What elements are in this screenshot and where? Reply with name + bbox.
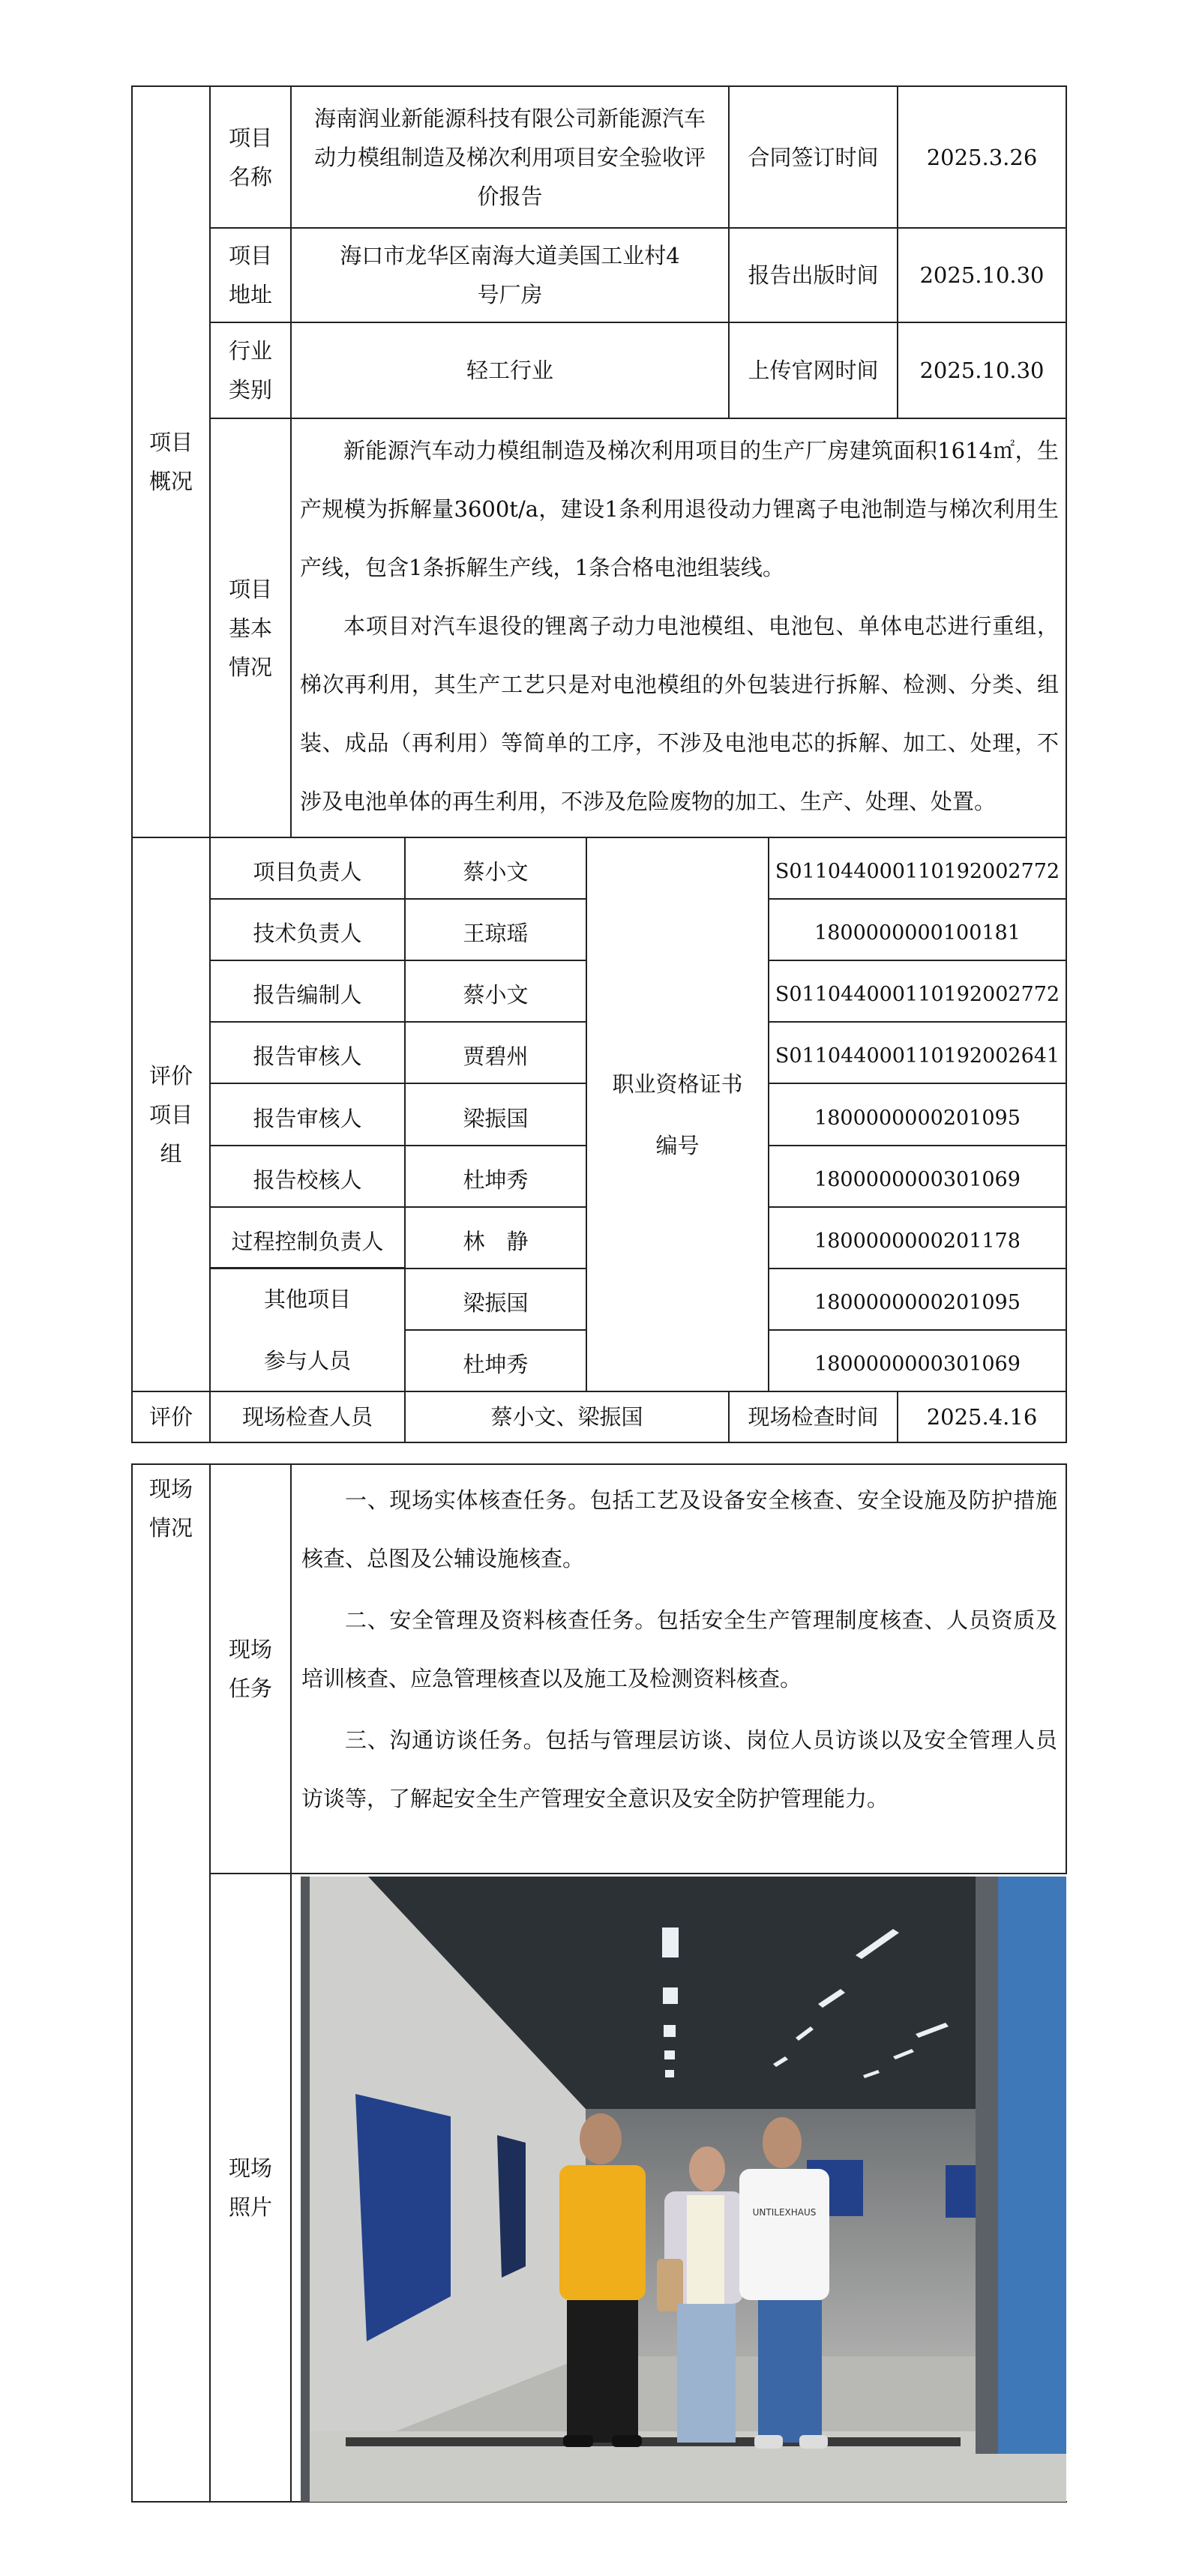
team-section-label: 评价项目组	[131, 837, 211, 1392]
team-role: 报告审核人	[209, 1083, 406, 1146]
team-member-name: 梁振国	[404, 1268, 587, 1331]
site-task-list	[301, 1471, 1057, 1831]
project-address-label: 项目地址	[209, 227, 292, 323]
basic-info-text	[300, 421, 1059, 831]
publish-date-label: 报告出版时间	[728, 227, 898, 323]
industry-label: 行业类别	[209, 322, 292, 419]
basic-info-paragraph: 本项目对汽车退役的锂离子动力电池模组、电池包、单体电芯进行重组，梯次再利用，其生产工艺只是对电池模组的外包装进行拆解、检测、分类、组装、成品（再利用）等简单的工序，不涉及电池电芯的拆解、加工、处理，不涉及电池单体的再生利用，不涉及危险废物的加工、生产、处理、处置。	[300, 613, 1059, 814]
team-cert-number: 1800000000301069	[768, 1145, 1067, 1208]
upload-date-value: 2025.10.30	[897, 322, 1067, 419]
team-cert-number: 1800000000301069	[768, 1329, 1067, 1392]
site-photo-image	[301, 1877, 1066, 2502]
team-member-name: 贾碧州	[404, 1021, 587, 1084]
team-member-name: 杜坤秀	[404, 1329, 587, 1392]
team-cert-number: 1800000000201178	[768, 1206, 1067, 1269]
others-label: 其他项目参与人员	[209, 1267, 406, 1392]
inspection-time-value: 2025.4.16	[897, 1391, 1067, 1443]
team-cert-number: S011044000110192002772	[768, 960, 1067, 1023]
team-role: 报告编制人	[209, 960, 406, 1023]
team-cert-number: 1800000000100181	[768, 898, 1067, 961]
team-cert-number: 1800000000201095	[768, 1083, 1067, 1146]
inspection-staff-value: 蔡小文、梁振国	[404, 1391, 730, 1443]
team-member-name: 蔡小文	[404, 837, 587, 900]
team-member-name: 王琼瑶	[404, 898, 587, 961]
site-photo	[301, 1877, 1066, 2502]
contract-date-value: 2025.3.26	[897, 85, 1067, 229]
team-role: 技术负责人	[209, 898, 406, 961]
team-role: 报告审核人	[209, 1021, 406, 1084]
project-name-value: 海南润业新能源科技有限公司新能源汽车动力模组制造及梯次利用项目安全验收评价报告	[290, 85, 730, 229]
basic-info-paragraph: 新能源汽车动力模组制造及梯次利用项目的生产厂房建筑面积1614㎡，生产规模为拆解量3600t/a，建设1条利用退役动力锂离子电池制造与梯次利用生产线，包含1条拆解生产线，1条合格电池组装线。	[300, 438, 1059, 580]
team-member-name: 蔡小文	[404, 960, 587, 1023]
team-member-name: 林 静	[404, 1206, 587, 1269]
upload-date-label: 上传官网时间	[728, 322, 898, 419]
team-member-name: 杜坤秀	[404, 1145, 587, 1208]
team-role: 报告校核人	[209, 1145, 406, 1208]
site-section-label: 现场情况	[131, 1463, 211, 2503]
team-cert-number: 1800000000201095	[768, 1268, 1067, 1331]
shirt-text: UNTILEXHAUS	[752, 2207, 817, 2218]
cert-label: 职业资格证书编号	[586, 837, 769, 1392]
industry-value: 轻工行业	[290, 322, 730, 419]
site-photo-label: 现场照片	[209, 1873, 292, 2503]
inspection-time-label: 现场检查时间	[728, 1391, 898, 1443]
overview-section-label: 项目概况	[131, 85, 211, 838]
basic-info-label: 项目基本情况	[209, 418, 292, 838]
team-role: 项目负责人	[209, 837, 406, 900]
team-role: 过程控制负责人	[209, 1206, 406, 1269]
inspection-label: 评价	[131, 1391, 211, 1443]
site-task-item: 三、沟通访谈任务。包括与管理层访谈、岗位人员访谈以及安全管理人员访谈等，了解起安全生产管理安全意识及安全防护管理能力。	[301, 1727, 1057, 1811]
site-task-item: 二、安全管理及资料核查任务。包括安全生产管理制度核查、人员资质及培训核查、应急管理核查以及施工及检测资料核查。	[301, 1607, 1057, 1691]
project-address-value: 海口市龙华区南海大道美国工业村4号厂房	[290, 227, 730, 323]
team-cert-number: S011044000110192002641	[768, 1021, 1067, 1084]
publish-date-value: 2025.10.30	[897, 227, 1067, 323]
project-name-label: 项目名称	[209, 85, 292, 229]
team-cert-number: S011044000110192002772	[768, 837, 1067, 900]
site-task-label: 现场任务	[209, 1463, 292, 1874]
site-task-item: 一、现场实体核查任务。包括工艺及设备安全核查、安全设施及防护措施核查、总图及公辅设施核查。	[301, 1487, 1057, 1571]
inspection-staff-label: 现场检查人员	[209, 1391, 406, 1443]
contract-date-label: 合同签订时间	[728, 85, 898, 229]
team-member-name: 梁振国	[404, 1083, 587, 1146]
